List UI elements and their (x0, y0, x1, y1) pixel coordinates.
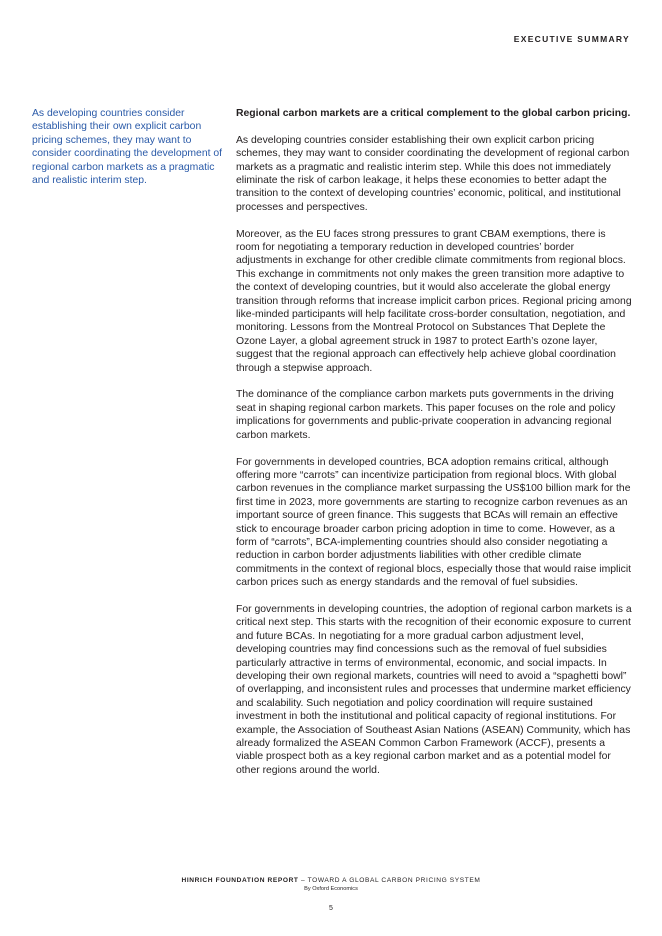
footer-report-name: HINRICH FOUNDATION REPORT (181, 877, 299, 884)
body-paragraph: As developing countries consider establishing their own explicit carbon pricing schemes, they may want to consider coordinating the development of regional carbon markets as a pragmatic and realistic interim step. While this does not immediately eliminate the risk of carbon leakage, it helps these economies to better adapt the transition to the context of developing countries’ economic, political, and institutional processes and perspectives. (236, 134, 630, 213)
footer-byline: By Oxford Economics (304, 886, 358, 892)
footer-report-line (0, 876, 662, 885)
section-label: EXECUTIVE SUMMARY (513, 34, 630, 44)
footer-separator: – (298, 877, 308, 884)
page-footer (0, 876, 662, 893)
pull-quote: As developing countries consider establishing their own explicit carbon pricing schemes, they may want to consider coordinating the development of regional carbon markets as a pragmatic and realistic interim step. (32, 108, 223, 187)
body-paragraph: For governments in developing countries, the adoption of regional carbon markets is a critical next step. This starts with the recognition of their economic exposure to current and future BCAs. In negotiating for a more gradual carbon adjustment level, developing countries may find concessions such as the removal of fuel subsidies particularly attractive in terms of environmental, economic, and social impacts. In developing their own regional markets, countries will need to avoid a “spaghetti bowl” of overlapping, and inconsistent rules and processes that undermine market efficiency and scalability. Such negotiation and policy coordination will require sustained investment in both the institutional and political capacity of regional institutions. For example, the Association of Southeast Asian Nations (ASEAN) Community, which has already formalized the ASEAN Common Carbon Framework (ACCF), presents a viable prospect both as a key regional carbon market and as a potential model for other regions around the world. (236, 603, 632, 776)
page-number: 5 (329, 905, 333, 912)
section-heading: Regional carbon markets are a critical complement to the global carbon pricing. (236, 108, 631, 119)
body-paragraph: Moreover, as the EU faces strong pressures to grant CBAM exemptions, there is room for negotiating a temporary reduction in developed countries’ border adjustments in exchange for other credible climate commitments from regional blocs. This exchange in commitments not only makes the green transition more adaptive to the context of developing countries, but it would also accelerate the global energy transition through reforms that increase implicit carbon prices. Regional pricing among like-minded participants will help facilitate cross-border consultation, negotiation, and monitoring. Lessons from the Montreal Protocol on Substances That Deplete the Ozone Layer, a global agreement struck in 1987 to protect Earth’s ozone layer, suggest that the regional approach can effectively help achieve global coordination through a stepwise approach. (236, 228, 632, 374)
footer-report-title: TOWARD A GLOBAL CARBON PRICING SYSTEM (307, 877, 481, 884)
body-paragraph: The dominance of the compliance carbon markets puts governments in the driving seat in shaping regional carbon markets. This paper focuses on the role and policy implications for governments and public-private cooperation in advancing regional carbon markets. (236, 389, 616, 441)
body-paragraph: For governments in developed countries, BCA adoption remains critical, although offering more “carrots” can incentivize participation from regional blocs. With global carbon revenues in the compliance market surpassing the US$100 billion mark for the first time in 2023, more governments are starting to recognize carbon revenues as an important source of green finance. This suggests that BCAs will remain an effective stick to encourage broader carbon pricing adoption in time to come. However, as a form of “carrots”, BCA-implementing countries should also consider negotiating a reduction in carbon border adjustments liabilities with other credible climate commitments in the context of regional blocs, especially those that would raise implicit carbon prices such as energy standards and the removal of fuel subsidies. (236, 456, 632, 589)
main-column (236, 107, 632, 791)
